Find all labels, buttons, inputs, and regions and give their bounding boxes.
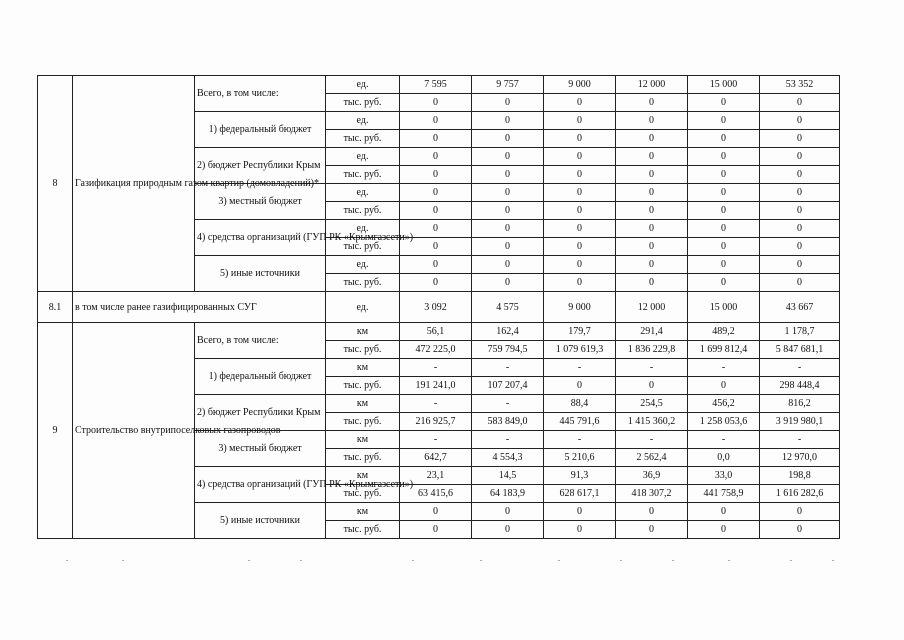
value-cell: - [400, 431, 472, 449]
value-cell: 0 [544, 130, 616, 148]
value-cell: - [400, 395, 472, 413]
value-cell: 0 [472, 274, 544, 292]
value-cell: 1 699 812,4 [688, 341, 760, 359]
value-cell: 0 [616, 94, 688, 112]
value-cell: 0 [472, 202, 544, 220]
scan-dot [480, 560, 482, 561]
value-cell: 0 [472, 503, 544, 521]
funding-source: 2) бюджет Республики Крым [195, 148, 326, 184]
value-cell: 0 [616, 521, 688, 539]
value-cell: 0 [400, 503, 472, 521]
value-cell: - [400, 359, 472, 377]
value-cell: 0 [400, 166, 472, 184]
unit-cell: тыс. руб. [326, 166, 400, 184]
value-cell: 0 [616, 202, 688, 220]
value-cell: 1 178,7 [760, 323, 840, 341]
unit-cell: км [326, 467, 400, 485]
value-cell: 2 562,4 [616, 449, 688, 467]
value-cell: 0 [472, 112, 544, 130]
value-cell: 0 [400, 202, 472, 220]
value-cell: 0 [544, 256, 616, 274]
value-cell: 3 919 980,1 [760, 413, 840, 431]
value-cell: 0 [616, 503, 688, 521]
value-cell: 0 [472, 184, 544, 202]
value-cell: - [616, 431, 688, 449]
value-cell: 0 [616, 274, 688, 292]
section-number: 8 [38, 76, 73, 292]
value-cell: 759 794,5 [472, 341, 544, 359]
value-cell: 0 [472, 220, 544, 238]
value-cell: 0 [544, 202, 616, 220]
value-cell: 191 241,0 [400, 377, 472, 395]
unit-cell: км [326, 359, 400, 377]
unit-cell: тыс. руб. [326, 341, 400, 359]
unit-cell: тыс. руб. [326, 521, 400, 539]
unit-cell: ед. [326, 256, 400, 274]
value-cell: 0 [544, 238, 616, 256]
funding-source: 2) бюджет Республики Крым [195, 395, 326, 431]
funding-source: 3) местный бюджет [195, 184, 326, 220]
scan-dot [122, 560, 124, 561]
value-cell: 0 [400, 256, 472, 274]
value-cell: 0 [544, 521, 616, 539]
value-cell: 15 000 [688, 76, 760, 94]
value-cell: 12 970,0 [760, 449, 840, 467]
value-cell: 456,2 [688, 395, 760, 413]
value-cell: 0 [760, 94, 840, 112]
value-cell: 63 415,6 [400, 485, 472, 503]
value-cell: - [760, 359, 840, 377]
value-cell: 36,9 [616, 467, 688, 485]
value-cell: 0 [472, 130, 544, 148]
unit-cell: ед. [326, 148, 400, 166]
table-row [38, 76, 840, 94]
value-cell: 0 [472, 238, 544, 256]
value-cell: 0 [688, 94, 760, 112]
value-cell: - [688, 359, 760, 377]
funding-source: 5) иные источники [195, 256, 326, 292]
value-cell: 12 000 [616, 292, 688, 323]
unit-cell: тыс. руб. [326, 449, 400, 467]
value-cell: 1 836 229,8 [616, 341, 688, 359]
value-cell: 1 079 619,3 [544, 341, 616, 359]
unit-cell: ед. [326, 220, 400, 238]
value-cell: 441 758,9 [688, 485, 760, 503]
section-title: Строительство внутрипоселковых газопроводов [73, 323, 195, 539]
value-cell: 0 [688, 130, 760, 148]
value-cell: 4 554,3 [472, 449, 544, 467]
value-cell: 0 [688, 238, 760, 256]
value-cell: 0 [544, 274, 616, 292]
value-cell: - [688, 431, 760, 449]
value-cell: 0 [544, 112, 616, 130]
value-cell: 91,3 [544, 467, 616, 485]
value-cell: 0 [688, 202, 760, 220]
unit-cell: км [326, 431, 400, 449]
value-cell: 23,1 [400, 467, 472, 485]
value-cell: 628 617,1 [544, 485, 616, 503]
scan-dot [790, 560, 792, 561]
unit-cell: ед. [326, 184, 400, 202]
scan-artifacts [60, 560, 840, 564]
section-title: в том числе ранее газифицированных СУГ [73, 292, 326, 323]
value-cell: 0 [688, 256, 760, 274]
value-cell: 9 000 [544, 76, 616, 94]
unit-cell: км [326, 395, 400, 413]
unit-cell: ед. [326, 112, 400, 130]
funding-source: 5) иные источники [195, 503, 326, 539]
value-cell: 0 [400, 148, 472, 166]
value-cell: 0 [616, 166, 688, 184]
value-cell: 1 258 053,6 [688, 413, 760, 431]
value-cell: 0 [760, 148, 840, 166]
value-cell: 179,7 [544, 323, 616, 341]
program-indicators-table [37, 75, 840, 539]
value-cell: 0 [400, 94, 472, 112]
value-cell: 1 616 282,6 [760, 485, 840, 503]
funding-source: 1) федеральный бюджет [195, 359, 326, 395]
value-cell: 445 791,6 [544, 413, 616, 431]
value-cell: 0 [760, 503, 840, 521]
value-cell: 254,5 [616, 395, 688, 413]
value-cell: 0 [544, 377, 616, 395]
value-cell: 0,0 [688, 449, 760, 467]
funding-source: 3) местный бюджет [195, 431, 326, 467]
value-cell: 0 [688, 166, 760, 184]
unit-cell: тыс. руб. [326, 485, 400, 503]
value-cell: 0 [616, 377, 688, 395]
value-cell: 0 [688, 112, 760, 130]
table-row [38, 292, 840, 323]
value-cell: 0 [400, 274, 472, 292]
value-cell: 0 [616, 148, 688, 166]
value-cell: - [760, 431, 840, 449]
value-cell: 0 [760, 112, 840, 130]
value-cell: 0 [616, 130, 688, 148]
value-cell: 0 [616, 238, 688, 256]
section-title: Газификация природным газом квартир (домовладений)* [73, 76, 195, 292]
value-cell: 0 [688, 274, 760, 292]
value-cell: 489,2 [688, 323, 760, 341]
value-cell: 0 [544, 220, 616, 238]
value-cell: 583 849,0 [472, 413, 544, 431]
value-cell: 0 [688, 377, 760, 395]
value-cell: 1 415 360,2 [616, 413, 688, 431]
value-cell: - [544, 359, 616, 377]
value-cell: 12 000 [616, 76, 688, 94]
unit-cell: тыс. руб. [326, 202, 400, 220]
value-cell: 0 [760, 166, 840, 184]
value-cell: 56,1 [400, 323, 472, 341]
funding-source: 4) средства организаций (ГУП РК «Крымгазсети») [195, 467, 326, 503]
value-cell: 14,5 [472, 467, 544, 485]
value-cell: 0 [688, 503, 760, 521]
value-cell: 0 [400, 112, 472, 130]
value-cell: 0 [544, 503, 616, 521]
value-cell: - [616, 359, 688, 377]
value-cell: 4 575 [472, 292, 544, 323]
value-cell: 0 [472, 256, 544, 274]
value-cell: 216 925,7 [400, 413, 472, 431]
scan-dot [248, 560, 250, 561]
scan-dot [558, 560, 560, 561]
scan-dot [66, 560, 68, 561]
unit-cell: км [326, 323, 400, 341]
value-cell: 0 [760, 238, 840, 256]
value-cell: 107 207,4 [472, 377, 544, 395]
value-cell: 0 [688, 148, 760, 166]
unit-cell: ед. [326, 76, 400, 94]
value-cell: 0 [760, 130, 840, 148]
unit-cell: тыс. руб. [326, 413, 400, 431]
table-body [38, 76, 840, 539]
scan-dot [672, 560, 674, 561]
value-cell: 53 352 [760, 76, 840, 94]
unit-cell: ед. [326, 292, 400, 323]
value-cell: 0 [400, 238, 472, 256]
unit-cell: тыс. руб. [326, 94, 400, 112]
funding-source: 4) средства организаций (ГУП РК «Крымгазсети») [195, 220, 326, 256]
value-cell: 0 [472, 94, 544, 112]
value-cell: 816,2 [760, 395, 840, 413]
value-cell: 0 [688, 184, 760, 202]
unit-cell: тыс. руб. [326, 274, 400, 292]
value-cell: 88,4 [544, 395, 616, 413]
value-cell: 642,7 [400, 449, 472, 467]
table-row [38, 323, 840, 341]
value-cell: 0 [616, 256, 688, 274]
value-cell: 0 [760, 202, 840, 220]
value-cell: 7 595 [400, 76, 472, 94]
value-cell: 33,0 [688, 467, 760, 485]
value-cell: 0 [616, 220, 688, 238]
funding-source: Всего, в том числе: [195, 76, 326, 112]
value-cell: 64 183,9 [472, 485, 544, 503]
value-cell: 0 [616, 184, 688, 202]
value-cell: 9 757 [472, 76, 544, 94]
value-cell: - [472, 395, 544, 413]
value-cell: 418 307,2 [616, 485, 688, 503]
value-cell: 0 [760, 521, 840, 539]
value-cell: - [472, 431, 544, 449]
value-cell: 0 [400, 220, 472, 238]
unit-cell: тыс. руб. [326, 130, 400, 148]
value-cell: 0 [688, 220, 760, 238]
section-number: 8.1 [38, 292, 73, 323]
value-cell: 0 [544, 184, 616, 202]
funding-source: 1) федеральный бюджет [195, 112, 326, 148]
value-cell: 0 [400, 521, 472, 539]
scan-dot [300, 560, 302, 561]
value-cell: 0 [760, 184, 840, 202]
unit-cell: тыс. руб. [326, 238, 400, 256]
value-cell: 43 667 [760, 292, 840, 323]
value-cell: 0 [400, 184, 472, 202]
value-cell: 9 000 [544, 292, 616, 323]
value-cell: 198,8 [760, 467, 840, 485]
value-cell: 0 [760, 256, 840, 274]
value-cell: 0 [544, 94, 616, 112]
value-cell: 0 [472, 148, 544, 166]
value-cell: 5 210,6 [544, 449, 616, 467]
scan-dot [832, 560, 834, 561]
scan-dot [728, 560, 730, 561]
unit-cell: км [326, 503, 400, 521]
value-cell: 0 [472, 166, 544, 184]
value-cell: 0 [760, 274, 840, 292]
value-cell: 0 [472, 521, 544, 539]
value-cell: 0 [688, 521, 760, 539]
value-cell: 0 [544, 148, 616, 166]
value-cell: 5 847 681,1 [760, 341, 840, 359]
value-cell: 298 448,4 [760, 377, 840, 395]
unit-cell: тыс. руб. [326, 377, 400, 395]
value-cell: 162,4 [472, 323, 544, 341]
value-cell: 0 [616, 112, 688, 130]
value-cell: 3 092 [400, 292, 472, 323]
scan-dot [620, 560, 622, 561]
value-cell: 0 [544, 166, 616, 184]
section-number: 9 [38, 323, 73, 539]
scan-dot [412, 560, 414, 561]
value-cell: 472 225,0 [400, 341, 472, 359]
value-cell: 0 [400, 130, 472, 148]
value-cell: - [544, 431, 616, 449]
value-cell: 0 [760, 220, 840, 238]
value-cell: 291,4 [616, 323, 688, 341]
value-cell: 15 000 [688, 292, 760, 323]
funding-source: Всего, в том числе: [195, 323, 326, 359]
value-cell: - [472, 359, 544, 377]
